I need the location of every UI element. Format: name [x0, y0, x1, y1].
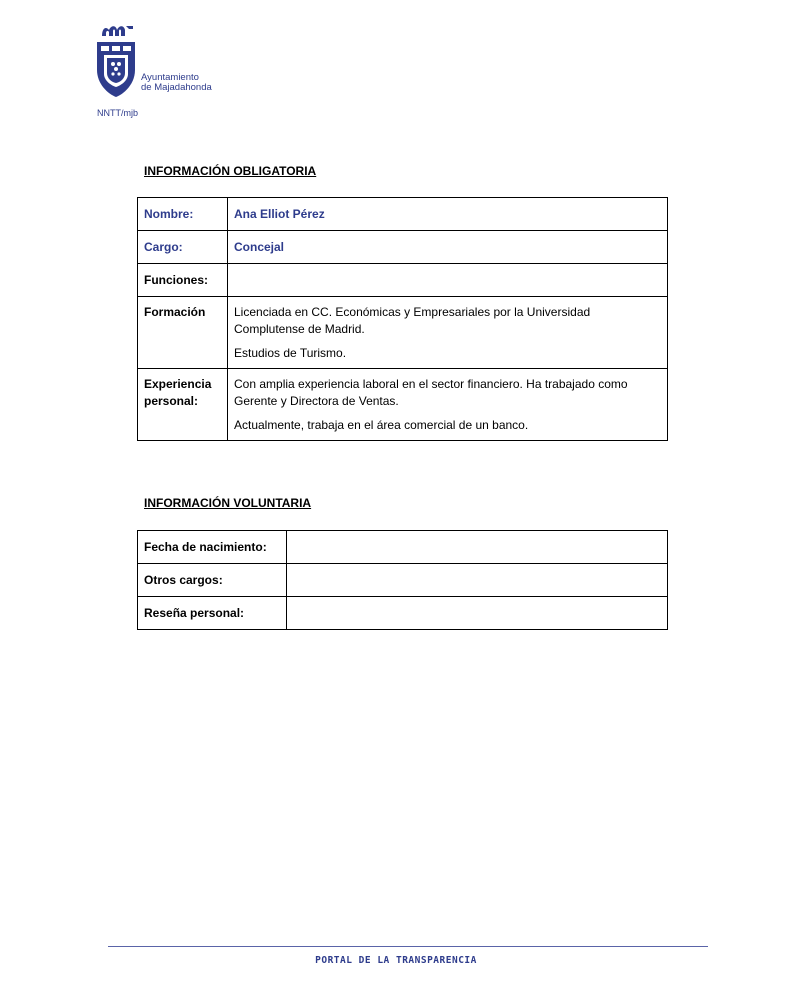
footer-portal-title: PORTAL DE LA TRANSPARENCIA — [315, 955, 477, 966]
education-paragraph: Estudios de Turismo. — [234, 346, 347, 360]
table-row — [138, 264, 668, 297]
document-reference: NNTT/mjb — [97, 108, 138, 118]
other-positions-label: Otros cargos: — [138, 564, 287, 597]
position-label: Cargo: — [138, 231, 228, 264]
table-row — [138, 597, 668, 630]
education-label: Formación — [138, 297, 228, 369]
education-paragraph: Licenciada en CC. Económicas y Empresariales por la Universidad Complutense de Madrid. — [234, 305, 591, 336]
education-value — [228, 297, 668, 369]
table-row — [138, 198, 668, 231]
experience-label: Experiencia personal: — [138, 369, 228, 441]
table-row — [138, 369, 668, 441]
mandatory-section-title: INFORMACIÓN OBLIGATORIA — [144, 164, 317, 178]
table-row — [138, 531, 668, 564]
organization-name-line2: de Majadahonda — [141, 82, 212, 93]
footer-divider — [108, 946, 708, 947]
name-value: Ana Elliot Pérez — [228, 198, 668, 231]
mandatory-info-table — [137, 197, 668, 441]
voluntary-section-title: INFORMACIÓN VOLUNTARIA — [144, 496, 312, 510]
organization-logo — [96, 22, 236, 102]
voluntary-info-table — [137, 530, 668, 630]
experience-paragraph: Con amplia experiencia laboral en el sector financiero. Ha trabajado como Gerente y Directora de Ventas. — [234, 377, 628, 408]
other-positions-value — [287, 564, 668, 597]
experience-value — [228, 369, 668, 441]
table-row — [138, 564, 668, 597]
majadahonda-coat-of-arms-icon — [96, 22, 140, 102]
organization-name — [141, 73, 212, 93]
name-label: Nombre: — [138, 198, 228, 231]
position-value: Concejal — [228, 231, 668, 264]
table-row — [138, 231, 668, 264]
personal-review-value — [287, 597, 668, 630]
birth-date-value — [287, 531, 668, 564]
experience-paragraph: Actualmente, trabaja en el área comercial de un banco. — [234, 418, 529, 432]
personal-review-label: Reseña personal: — [138, 597, 287, 630]
table-row — [138, 297, 668, 369]
functions-label: Funciones: — [138, 264, 228, 297]
functions-value — [228, 264, 668, 297]
birth-date-label: Fecha de nacimiento: — [138, 531, 287, 564]
organization-name-line1: Ayuntamiento — [141, 72, 199, 83]
